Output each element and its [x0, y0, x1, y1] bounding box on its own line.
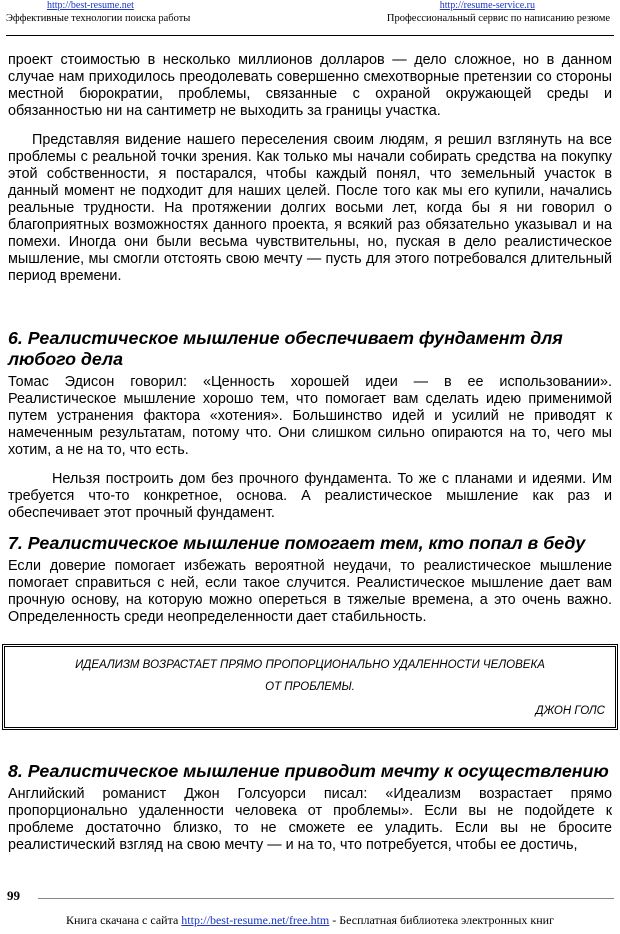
section-6-paragraph-1: Томас Эдисон говорил: «Ценность хорошей идеи — в ее использовании». Реалистическое мышление хорошо тем, что помогает вам сделать идею применимой путем устранения фактора «хотения». Большинство идей и усилий не приводят к намеченным результатам, потому что. Они слишком сильно опираются на то, чего мы хотим, а не на то, что есть.: [8, 374, 612, 458]
intro-paragraph-2: Представляя видение нашего переселения своим людям, я решил взглянуть на все проблемы с реальной точки зрения. Как только мы начали собирать средства на покупку этой собственности, я постарался, чтобы каждый понял, что земельный участок в данный момент не подходит для наших целей. После того как мы его купили, начались реальные трудности. На протяжении долгих восьми лет, когда бы я ни говорил о благоприятных возможностях данного проекта, я всякий раз обязательно указывал и на помехи. Иногда они были весьма чувствительны, но, пуская в дело реалистическое мышление, мы смогли отстоять свою мечту — пусть для этого потребовался длительный период времени.: [8, 132, 612, 284]
section-7-paragraph-1: Если доверие помогает избежать вероятной неудачи, то реалистическое мышление помогает справиться с ней, если такое случится. Реалистическое мышление дает вам прочную основу, на которую можно опереться в тяжелые времена, а это очень важно. Определенность среди неопределенности дает стабильность.: [8, 558, 612, 625]
section-8-heading: 8. Реалистическое мышление приводит мечту к осуществлению: [8, 761, 609, 781]
page-content: [8, 52, 612, 854]
intro-paragraph-1: проект стоимостью в несколько миллионов долларов — дело сложное, но в данном случае нам приходилось преодолевать совершенно смехотворные претензии со стороны местной бюрократии, проблемы, связанные с охраной окружающей среды и обязанностью ни на сантиметр не выходить за границы участка.: [8, 52, 612, 119]
footer-suffix: - Бесплатная библиотека электронных книг: [332, 913, 554, 927]
header-text-right: Профессиональный сервис по написанию резюме: [386, 13, 610, 24]
section-8-paragraph-1: Английский романист Джон Голсуорси писал: «Идеализм возрастает прямо пропорционально удаленности человека от проблемы». Если вы не подойдете к проблеме достаточно близко, то не сможете ее уладить. Если вы не бросите реалистический взгляд на свою мечту — и на то, что потребуется, чтобы ее достичь,: [8, 786, 612, 853]
footer-prefix: Книга скачана с сайта: [66, 913, 179, 927]
footer: [0, 913, 620, 928]
quote-box: [2, 644, 618, 730]
section-7-heading: 7. Реалистическое мышление помогает тем, кто попал в беду: [8, 533, 586, 553]
section-6-heading: 6. Реалистическое мышление обеспечивает фундамент для любого дела: [8, 328, 563, 369]
page-number: 99: [7, 888, 20, 903]
quote-line-1: ИДЕАЛИЗМ ВОЗРАСТАЕТ ПРЯМО ПРОПОРЦИОНАЛЬНО УДАЛЕННОСТИ ЧЕЛОВЕКА: [75, 659, 545, 671]
quote-author: ДЖОН ГОЛС: [535, 705, 605, 717]
quote-line-2: ОТ ПРОБЛЕМЫ.: [265, 681, 355, 693]
section-6-paragraph-2: Нельзя построить дом без прочного фундамента. То же с планами и идеями. Им требуется что-то конкретное, основа. А реалистическое мышление как раз и обеспечивает этот прочный фундамент.: [8, 471, 612, 521]
footer-divider: [38, 898, 614, 899]
footer-link[interactable]: http://best-resume.net/free.htm: [181, 913, 330, 927]
header-link-left[interactable]: http://best-resume.net: [47, 0, 134, 11]
header-link-right[interactable]: http://resume-service.ru: [439, 0, 535, 11]
header-text-left: Эффективные технологии поиска работы: [6, 13, 191, 24]
header-divider: [6, 35, 614, 36]
